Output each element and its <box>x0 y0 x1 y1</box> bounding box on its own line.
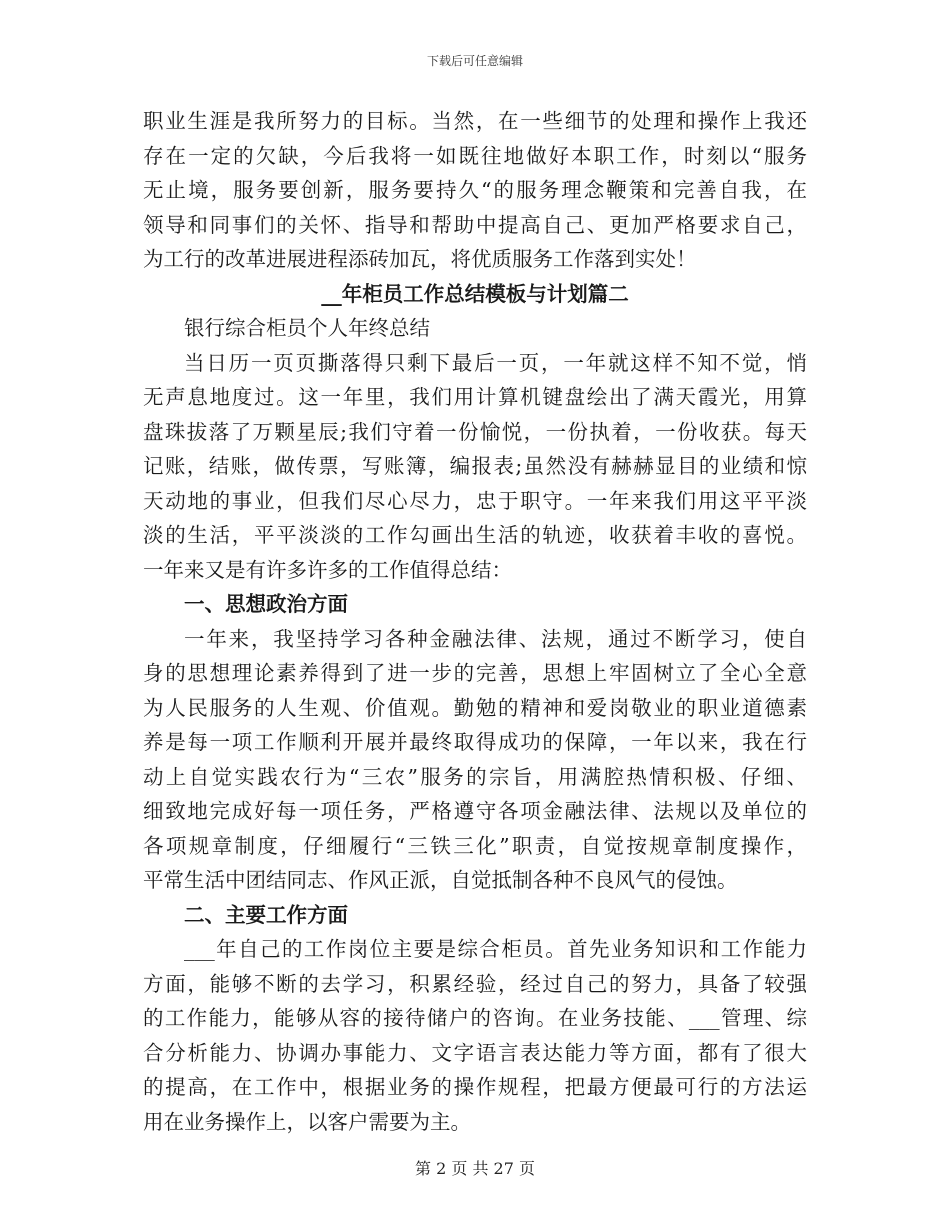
text-line: 淡的生活，平平淡淡的工作勾画出生活的轨迹，收获着丰收的喜悦。 <box>143 523 807 547</box>
text-line: ___年自己的工作岗位主要是综合柜员。首先业务知识和工作能力 <box>184 937 807 961</box>
text-line: 用在业务操作上，以客户需要为主。 <box>143 1109 471 1134</box>
text-line: 天动地的事业，但我们尽心尽力，忠于职守。一年来我们用这平平淡 <box>143 488 807 513</box>
text-line: 养是每一项工作顺利开展并最终取得成功的保障，一年以来，我在行 <box>143 730 807 754</box>
text-line: 方面，能够不断的去学习，积累经验，经过自己的努力，具备了较强 <box>143 971 807 996</box>
text-line: 盘珠拔落了万颗星辰;我们守着一份愉悦，一份执着，一份收获。每天 <box>143 419 807 444</box>
text-line: 当日历一页页撕落得只剩下最后一页，一年就这样不知不觉，悄 <box>184 350 807 375</box>
text-line: 领导和同事们的关怀、指导和帮助中提高自己、更加严格要求自己， <box>143 212 807 237</box>
page-header: 下载后可任意编辑 <box>426 54 523 68</box>
text-line: 记账，结账，做传票，写账簿，编报表;虽然没有赫赫显目的业绩和惊 <box>143 454 807 478</box>
section-heading: 二、主要工作方面 <box>184 902 348 927</box>
text-line: 一年来又是有许多许多的工作值得总结： <box>143 557 512 582</box>
text-line: 细致地完成好每一项任务，严格遵守各项金融法律、法规以及单位的 <box>143 799 807 823</box>
subtitle-line: 银行综合柜员个人年终总结 <box>184 316 430 340</box>
section-title: __年柜员工作总结模板与计划篇二 <box>321 281 629 306</box>
text-line: 无止境，服务要创新，服务要持久“的服务理念鞭策和完善自我，在 <box>143 178 807 202</box>
page-footer: 第 2 页 共 27 页 <box>415 1159 535 1178</box>
text-line: 职业生涯是我所努力的目标。当然，在一些细节的处理和操作上我还 <box>143 109 807 133</box>
document-body <box>143 104 807 1139</box>
text-line: 的提高，在工作中，根据业务的操作规程，把最方便最可行的方法运 <box>143 1075 807 1099</box>
text-line: 合分析能力、协调办事能力、文字语言表达能力等方面，都有了很大 <box>143 1040 807 1065</box>
section-heading: 一、思想政治方面 <box>184 592 348 616</box>
text-line: 身的思想理论素养得到了进一步的完善，思想上牢固树立了全心全意 <box>143 661 807 685</box>
text-line: 为工行的改革进展进程添砖加瓦，将优质服务工作落到实处！ <box>143 247 697 271</box>
text-line: 动上自觉实践农行为“三农”服务的宗旨，用满腔热情积极、仔细、 <box>143 764 807 789</box>
text-line: 一年来，我坚持学习各种金融法律、法规，通过不断学习，使自 <box>184 626 807 651</box>
text-line: 无声息地度过。这一年里，我们用计算机键盘绘出了满天霞光，用算 <box>143 385 807 409</box>
text-line: 平常生活中团结同志、作风正派，自觉抵制各种不良风气的侵蚀。 <box>143 868 738 892</box>
text-line: 的工作能力，能够从容的接待储户的咨询。在业务技能、___管理、综 <box>143 1006 807 1030</box>
text-line: 存在一定的欠缺，今后我将一如既往地做好本职工作，时刻以“服务 <box>143 143 807 168</box>
text-line: 为人民服务的人生观、价值观。勤勉的精神和爱岗敬业的职业道德素 <box>143 695 807 720</box>
text-line: 各项规章制度，仔细履行“三铁三化”职责，自觉按规章制度操作， <box>143 833 807 858</box>
